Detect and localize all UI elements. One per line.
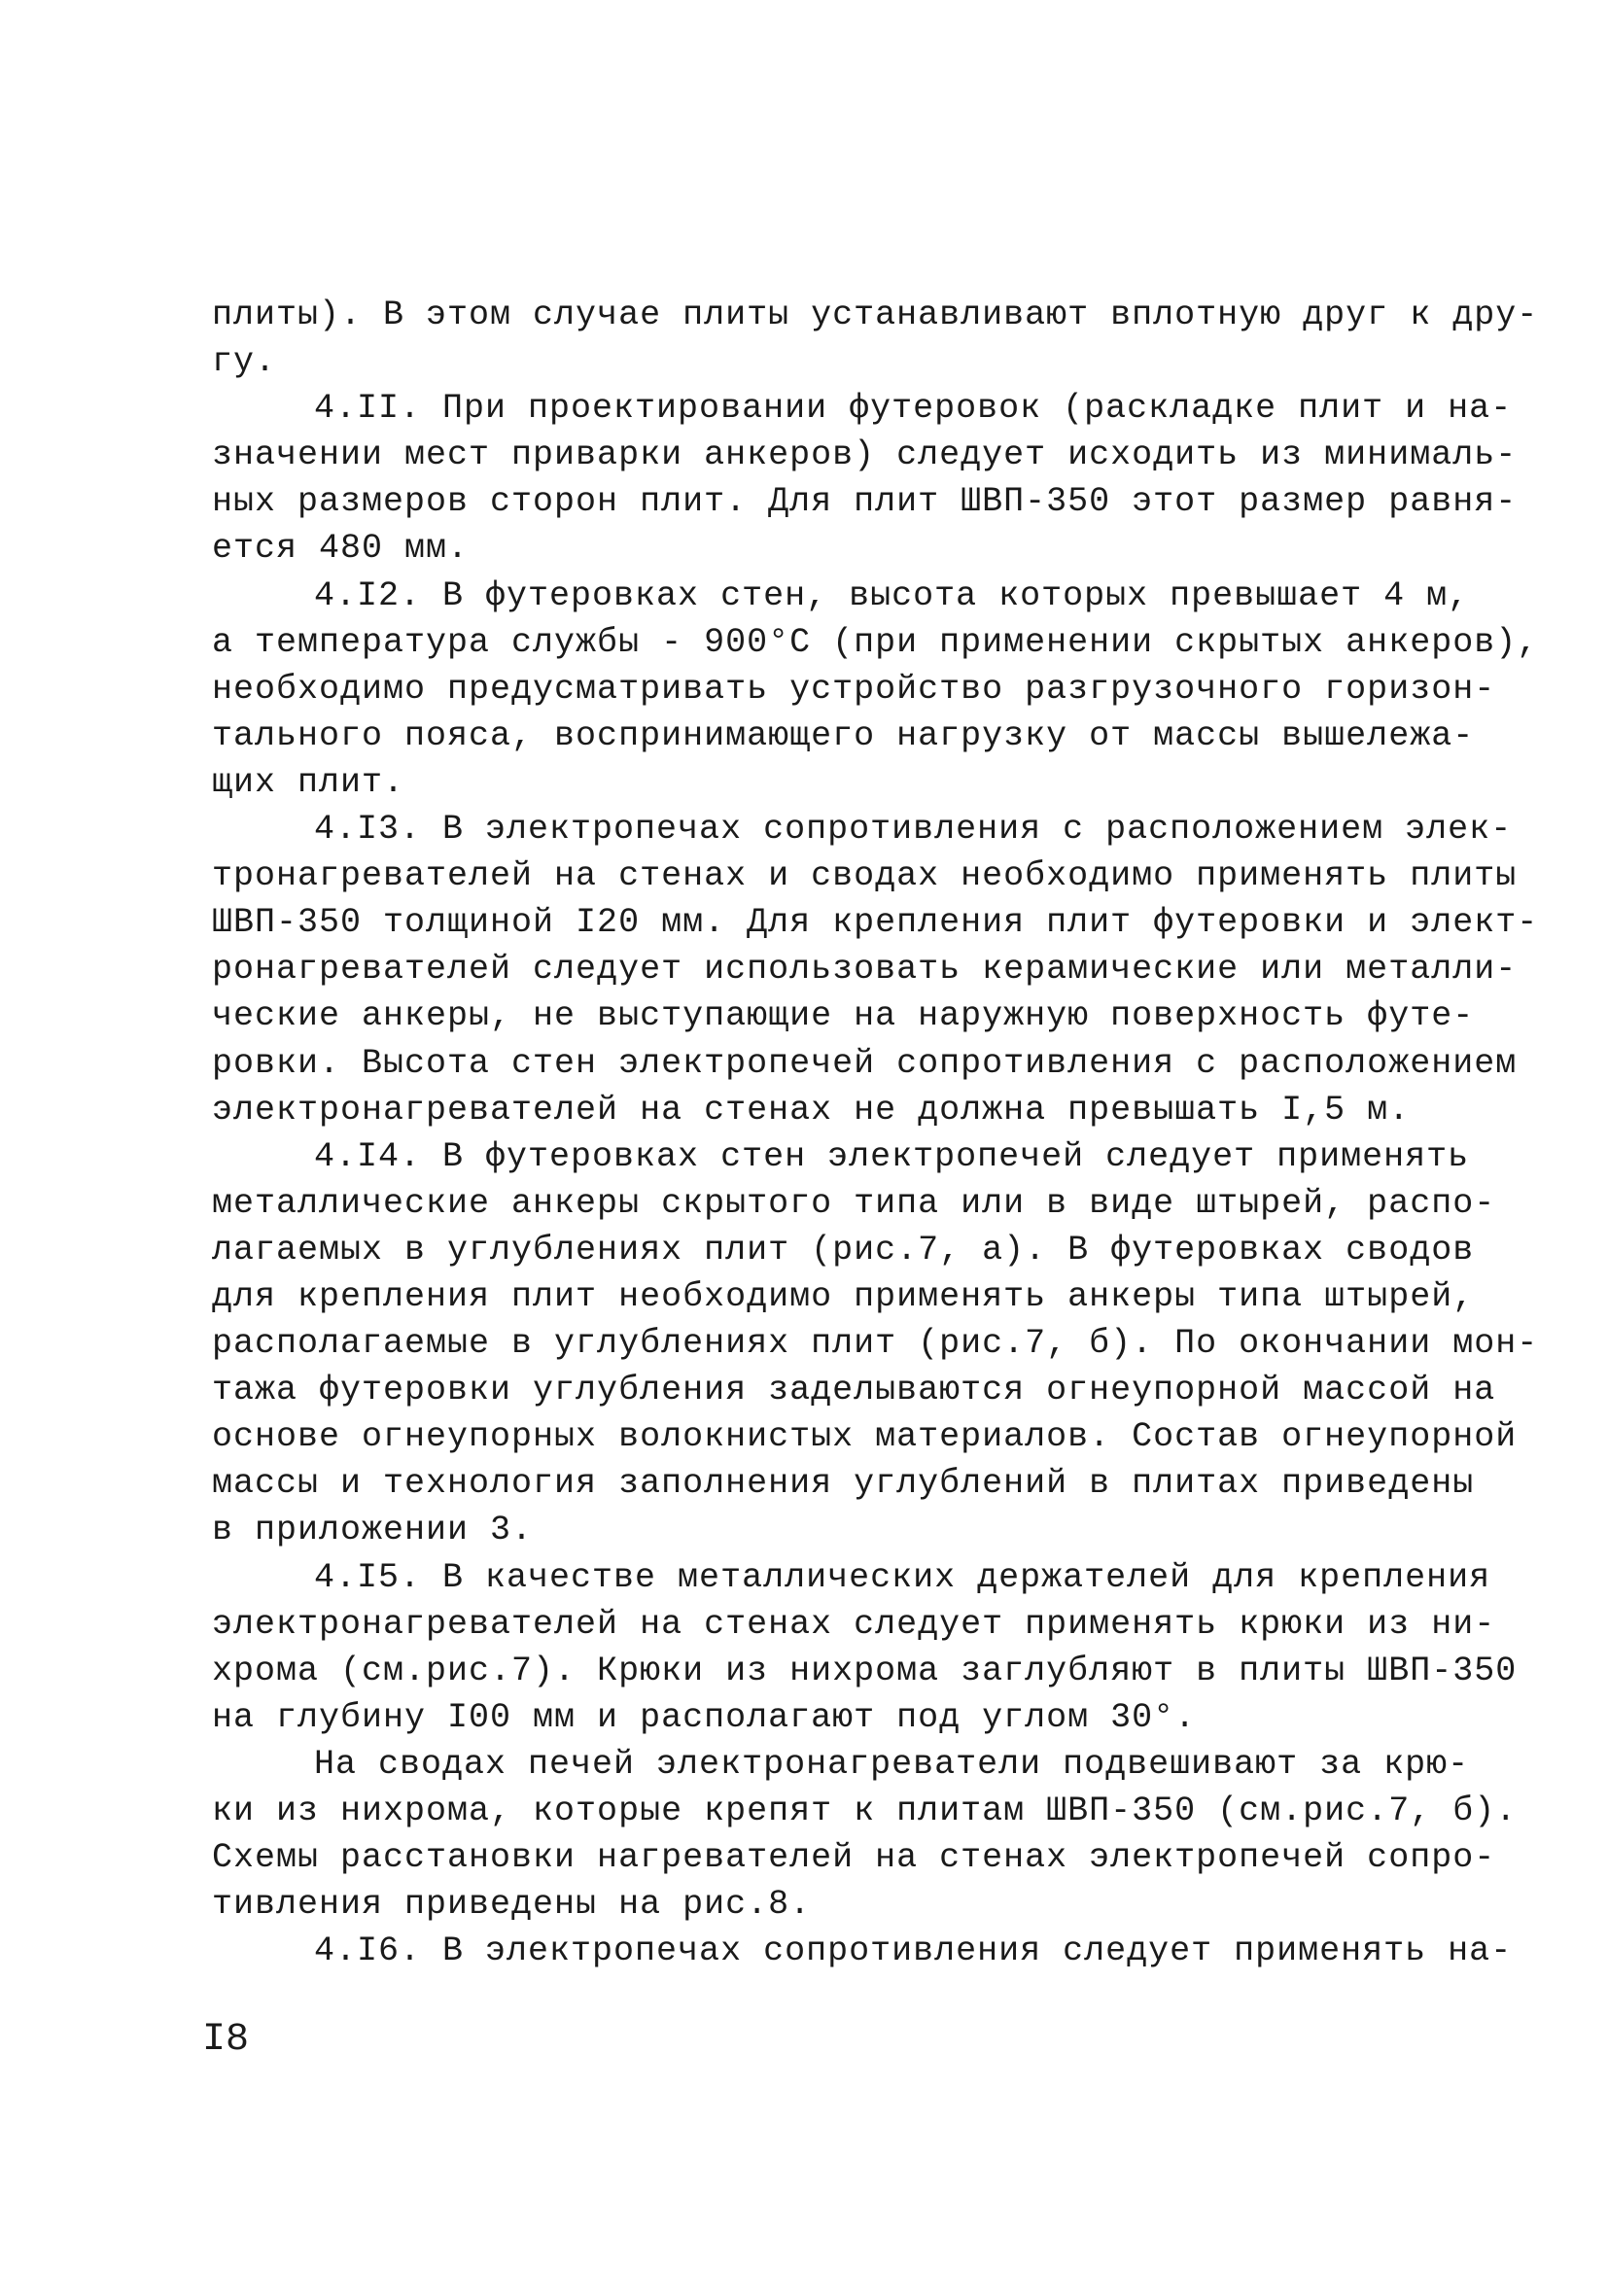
text-line: ется 480 мм.: [212, 529, 470, 569]
text-line: ческие анкеры, не выступающие на наружную поверхность футе-: [212, 996, 1475, 1036]
text-line: необходимо предусматривать устройство разгрузочного горизон-: [212, 669, 1496, 709]
text-line: значении мест приварки анкеров) следует исходить из минималь-: [212, 435, 1518, 475]
text-line: 4.I2. В футеровках стен, высота которых превышает 4 м,: [314, 575, 1470, 615]
text-line: электронагревателей на стенах следует применять крюки из ни-: [212, 1604, 1496, 1644]
text-line: располагаемые в углублениях плит (рис.7, б). По окончании мон-: [212, 1324, 1539, 1364]
text-line: На сводах печей электронагреватели подвешивают за крю-: [314, 1744, 1470, 1784]
text-line: ных размеров сторон плит. Для плит ШВП-350 этот размер равня-: [212, 482, 1518, 522]
text-line: тажа футеровки углубления заделываются огнеупорной массой на: [212, 1371, 1496, 1410]
body-text: [212, 292, 1539, 1974]
text-line: 4.I4. В футеровках стен электропечей следует применять: [314, 1136, 1470, 1176]
text-line: 4.II. При проектировании футеровок (раскладке плит и на-: [314, 389, 1513, 429]
text-line: электронагревателей на стенах не должна превышать I,5 м.: [212, 1090, 1411, 1130]
text-line: ки из нихрома, которые крепят к плитам ШВП-350 (см.рис.7, б).: [212, 1792, 1518, 1830]
text-line: лагаемых в углублениях плит (рис.7, а). В футеровках сводов: [212, 1230, 1475, 1270]
text-line: на глубину I00 мм и располагают под углом 30°.: [212, 1697, 1197, 1737]
text-line: массы и технология заполнения углублений в плитах приведены: [212, 1464, 1475, 1504]
text-line: ровки. Высота стен электропечей сопротивления с расположением: [212, 1043, 1518, 1083]
text-line: хрома (см.рис.7). Крюки из нихрома заглубляют в плиты ШВП-350: [212, 1651, 1518, 1690]
text-line: тивления приведены на рис.8.: [212, 1885, 812, 1925]
text-line: в приложении 3.: [212, 1511, 534, 1550]
text-line: гу.: [212, 342, 277, 382]
text-line: для крепления плит необходимо применять анкеры типа штырей,: [212, 1276, 1475, 1316]
text-line: а температура службы - 900°С (при применении скрытых анкеров),: [212, 622, 1539, 662]
text-line: основе огнеупорных волокнистых материалов. Состав огнеупорной: [212, 1417, 1518, 1457]
text-line: 4.I3. В электропечах сопротивления с расположением элек-: [314, 810, 1513, 850]
text-line: плиты). В этом случае плиты устанавливают вплотную друг к дру-: [212, 296, 1539, 334]
text-line: 4.I5. В качестве металлических держателей для крепления: [314, 1557, 1491, 1597]
text-line: тронагревателей на стенах и сводах необходимо применять плиты: [212, 856, 1518, 896]
text-line: щих плит.: [212, 762, 405, 802]
text-line: металлические анкеры скрытого типа или в виде штырей, распо-: [212, 1183, 1496, 1223]
text-line: ШВП-350 толщиной I20 мм. Для крепления плит футеровки и элект-: [212, 903, 1539, 943]
page-number: I8: [202, 2018, 250, 2062]
text-line: тального пояса, воспринимающего нагрузку от массы вышележа-: [212, 715, 1475, 755]
text-line: 4.I6. В электропечах сопротивления следует применять на-: [314, 1931, 1513, 1971]
text-line: Схемы расстановки нагревателей на стенах электропечей сопро-: [212, 1838, 1496, 1878]
text-line: ронагревателей следует использовать керамические или металли-: [212, 950, 1518, 990]
